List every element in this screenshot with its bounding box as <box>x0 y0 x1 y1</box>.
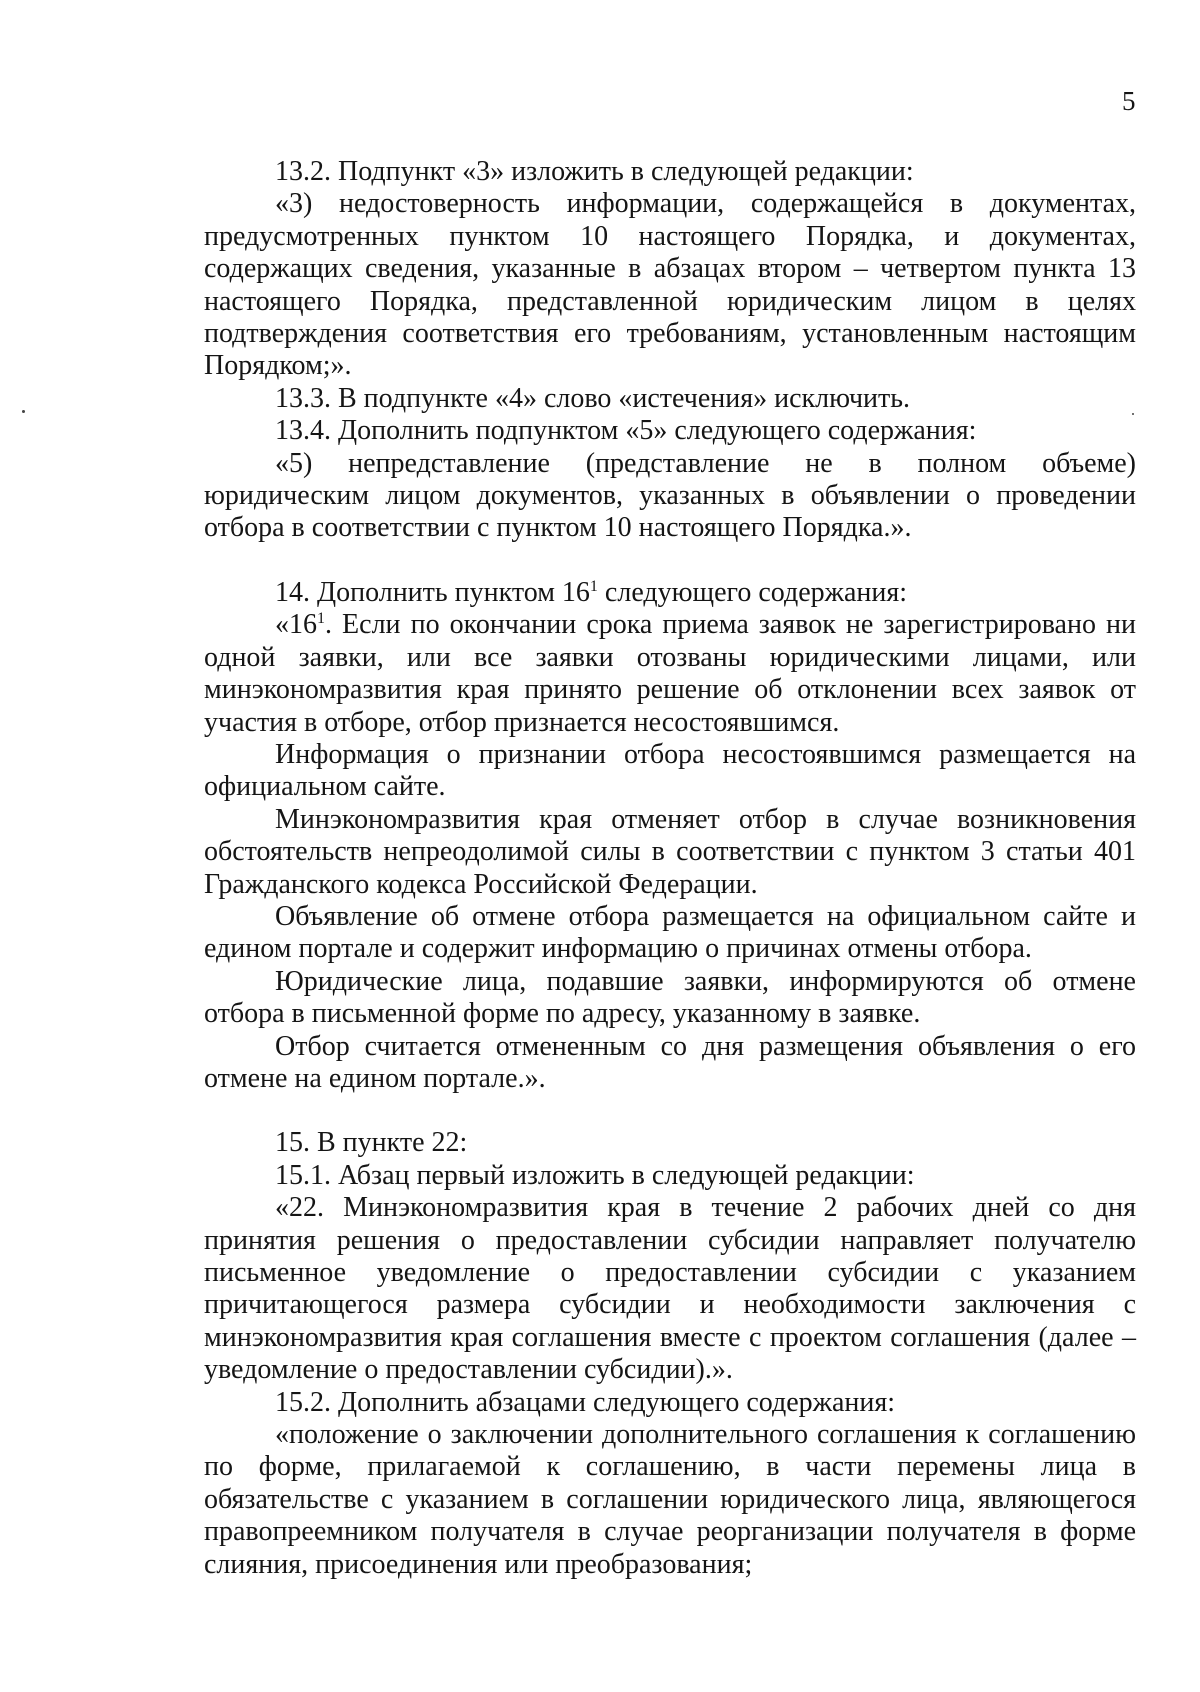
text-line: участия в отборе, отбор признается несостоявшимся. <box>204 706 840 738</box>
text-line: «3) недостоверность информации, содержащейся в документах, <box>275 188 1136 220</box>
text-line: «22. Минэкономразвития края в течение 2 рабочих дней со дня <box>275 1192 1136 1224</box>
text-line: Информация о признании отбора несостоявшимся размещается на <box>275 738 1136 770</box>
text-line: едином портале и содержит информацию о причинах отмены отбора. <box>204 933 1032 965</box>
paragraph <box>204 739 1136 804</box>
paragraph <box>204 901 1136 966</box>
text-line: Объявление об отмене отбора размещается на официальном сайте и <box>275 900 1136 932</box>
page-number: 5 <box>1122 86 1136 116</box>
paragraph <box>204 156 1136 188</box>
section-gap <box>204 545 1136 577</box>
superscript: 1 <box>589 577 598 595</box>
text-line: правопреемником получателя в случае реорганизации получателя в форме <box>204 1516 1136 1548</box>
text-line: принятия решения о предоставлении субсидии направляет получателю <box>204 1224 1136 1256</box>
paragraph <box>204 448 1136 545</box>
text-line: Порядком;». <box>204 350 352 382</box>
text-line: 14. Дополнить пунктом $16^1$ следующего содержания: <box>275 576 908 608</box>
text-line: 13.3. В подпункте «4» слово «истечения» исключить. <box>275 382 911 414</box>
paragraph <box>204 1192 1136 1386</box>
text-line: 15. В пункте 22: <box>275 1127 468 1159</box>
paragraph <box>204 1031 1136 1096</box>
text-line: слияния, присоединения или преобразования; <box>204 1548 753 1580</box>
text-line: подтверждения соответствия его требованиям, установленным настоящим <box>204 318 1136 350</box>
text-line: отмене на едином портале.». <box>204 1062 546 1094</box>
text-line: официальном сайте. <box>204 771 446 803</box>
text-line: 13.4. Дополнить подпунктом «5» следующего содержания: <box>275 415 977 447</box>
text-line: содержащих сведения, указанные в абзацах втором – четвертом пункта 13 <box>204 253 1136 285</box>
scan-speck <box>22 410 25 413</box>
document-body <box>204 156 1136 1581</box>
superscript: 1 <box>317 610 325 628</box>
paragraph <box>204 966 1136 1031</box>
text-line: «$16^1$. Если по окончании срока приема заявок не зарегистрировано ни <box>275 609 1136 641</box>
text-line: предусмотренных пунктом 10 настоящего Порядка, и документах, <box>204 220 1136 252</box>
text-line: одной заявки, или все заявки отозваны юридическими лицами, или <box>204 641 1136 673</box>
text-line: минэкономразвития края принято решение об отклонении всех заявок от <box>204 674 1136 706</box>
text-line: уведомление о предоставлении субсидии).». <box>204 1354 733 1386</box>
text-line: юридическим лицом документов, указанных в объявлении о проведении <box>204 480 1136 512</box>
text-line: обязательстве с указанием в соглашении юридического лица, являющегося <box>204 1483 1136 1515</box>
text-line: 15.2. Дополнить абзацами следующего содержания: <box>275 1386 896 1418</box>
text-line: отбора в письменной форме по адресу, указанному в заявке. <box>204 998 921 1030</box>
text-line: по форме, прилагаемой к соглашению, в части перемены лица в <box>204 1451 1136 1483</box>
text-line: Гражданского кодекса Российской Федерации. <box>204 868 758 900</box>
paragraph <box>204 1419 1136 1581</box>
paragraph <box>204 1127 1136 1159</box>
paragraph <box>204 609 1136 739</box>
text-line: 15.1. Абзац первый изложить в следующей редакции: <box>275 1159 915 1191</box>
text-line: «положение о заключении дополнительного соглашения к соглашению <box>275 1419 1136 1451</box>
document-section <box>204 156 1136 545</box>
paragraph <box>204 415 1136 447</box>
paragraph <box>204 1387 1136 1419</box>
paragraph <box>204 383 1136 415</box>
text-line: Минэкономразвития края отменяет отбор в случае возникновения <box>275 803 1136 835</box>
text-line: Отбор считается отмененным со дня размещения объявления о его <box>275 1030 1136 1062</box>
document-section <box>204 1127 1136 1581</box>
text-line: письменное уведомление о предоставлении субсидии с указанием <box>204 1257 1136 1288</box>
text-line: «5) непредставление (представление не в полном объеме) <box>275 447 1136 479</box>
text-line: причитающегося размера субсидии и необходимости заключения с <box>204 1289 1136 1321</box>
section-gap <box>204 1095 1136 1127</box>
text-line: настоящего Порядка, представленной юридическим лицом в целях <box>204 285 1136 317</box>
text-line: обстоятельств непреодолимой силы в соответствии с пунктом 3 статьи 401 <box>204 836 1136 868</box>
document-section <box>204 577 1136 1096</box>
paragraph <box>204 804 1136 901</box>
paragraph <box>204 1160 1136 1192</box>
text-line: отбора в соответствии с пунктом 10 настоящего Порядка.». <box>204 512 912 544</box>
text-line: Юридические лица, подавшие заявки, информируются об отмене <box>275 965 1136 997</box>
text-line: 13.2. Подпункт «3» изложить в следующей редакции: <box>275 156 914 187</box>
paragraph <box>204 577 1136 609</box>
text-line: минэкономразвития края соглашения вместе с проектом соглашения (далее – <box>204 1321 1136 1353</box>
paragraph <box>204 188 1136 382</box>
